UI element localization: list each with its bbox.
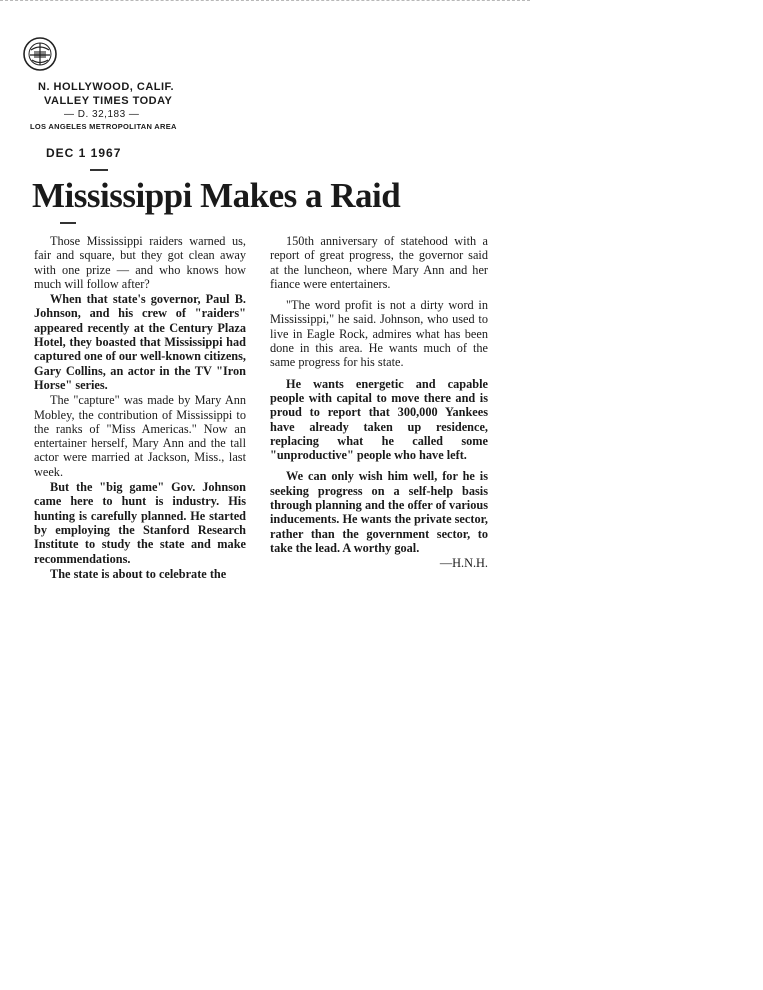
masthead-city: N. HOLLYWOOD, CALIF. (38, 81, 175, 93)
article-paragraph: But the "big game" Gov. Johnson came here to hunt is industry. His hunting is carefully planned. He started by employing the Stanford Research Institute to study the state and make recommendations. (34, 480, 246, 566)
article-right-column (270, 234, 488, 571)
article-paragraph: The state is about to celebrate the (50, 566, 227, 581)
masthead (30, 80, 220, 132)
masthead-circulation: — D. 32,183 — (64, 109, 140, 120)
headline-divider (60, 222, 76, 224)
article-paragraph: When that state's governor, Paul B. Johnson, and his crew of "raiders" appeared recently at the Century Plaza Hotel, they boasted that Mississippi had captured one of our well-known citizens, Gary Collins, an actor in the TV "Iron Horse" series. (34, 292, 247, 392)
clipping-date: DEC 1 1967 (46, 146, 122, 160)
masthead-paper-name: VALLEY TIMES TODAY (44, 95, 173, 107)
article-paragraph: Those Mississippi raiders warned us, fair and square, but they got clean away with one prize — and who knows how much will follow after? (34, 234, 246, 291)
article-paragraph: He wants energetic and capable people with capital to move there and is proud to report that 300,000 Yankees have already taken up residence, replacing what he called some "unproductive" people who have left. (270, 376, 488, 463)
article-left-column (34, 234, 246, 582)
clipping-service-seal-icon (22, 36, 58, 72)
article-paragraph: 150th anniversary of statehood with a report of great progress, the governor said at the luncheon, where Mary Ann and her fiance were entertainers. (270, 234, 488, 291)
article-paragraph: The "capture" was made by Mary Ann Mobley, the contribution of Mississippi to the ranks of "Miss Americas." Now an entertainer herself, Mary Ann and the tall actor were married at Jackson, Miss., last week. (34, 393, 246, 479)
article-paragraph: We can only wish him well, for he is seeking progress on a self-help basis through planning and the offer of various inducements. He wants the private sector, rather than the government sector, to take the lead. A worthy goal. (270, 469, 488, 555)
date-divider (90, 169, 108, 171)
article-paragraph: "The word profit is not a dirty word in Mississippi," he said. Johnson, who used to live in Eagle Rock, admires what has been done in this area. He wants much of the same progress for his state. (270, 298, 488, 370)
masthead-area: LOS ANGELES METROPOLITAN AREA (30, 122, 177, 131)
scan-top-edge (0, 0, 530, 2)
author-signature: —H.N.H. (439, 556, 488, 571)
headline: Mississippi Makes a Raid (32, 176, 401, 215)
